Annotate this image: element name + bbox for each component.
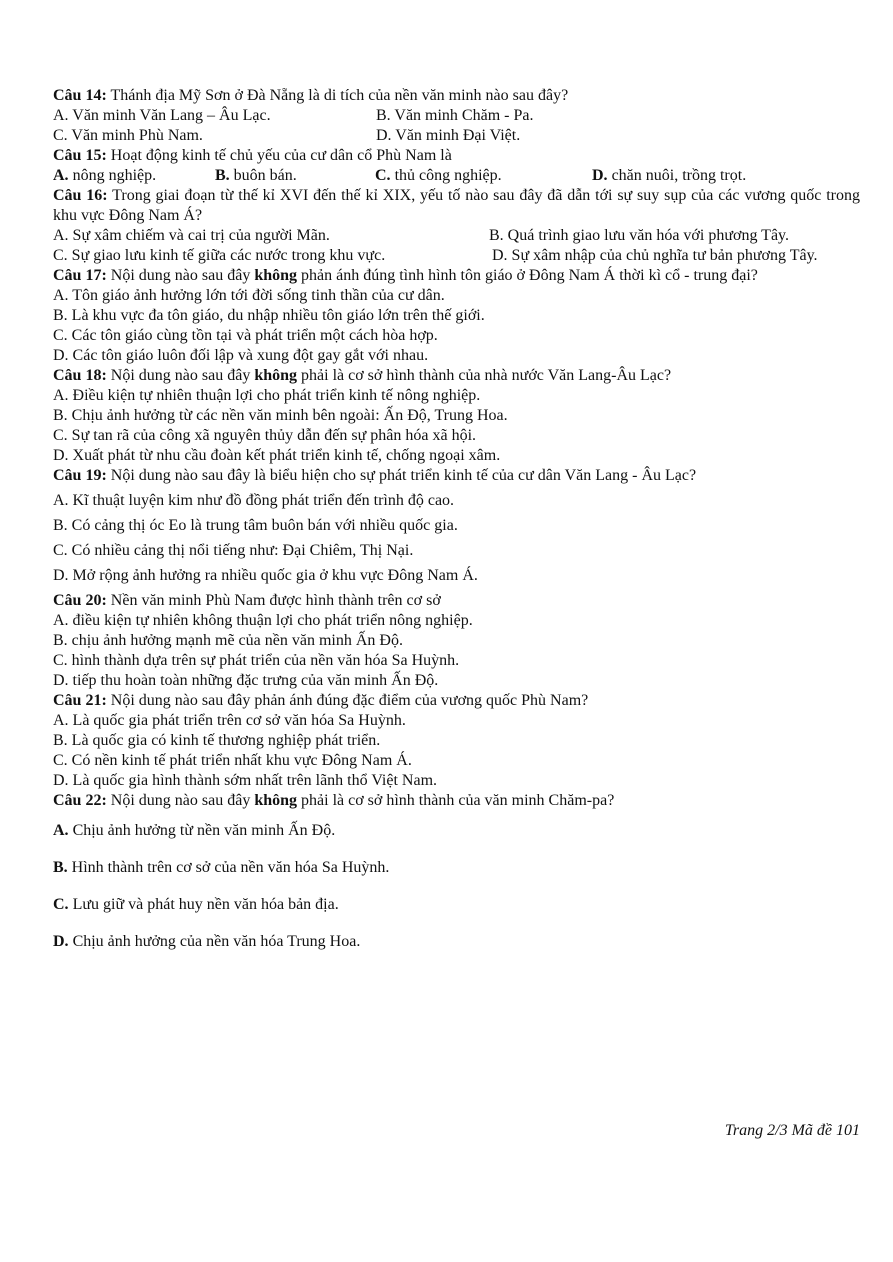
option-b: B. Quá trình giao lưu văn hóa với phương Tây. [489,227,789,244]
question-15 [53,146,860,186]
question-21 [53,691,860,791]
question-text: Nền văn minh Phù Nam được hình thành trên cơ sở [106,592,441,609]
option-d: D. Văn minh Đại Việt. [376,127,521,144]
question-number: Câu 21: [53,692,107,709]
option-d: D. Mở rộng ảnh hưởng ra nhiều quốc gia ở khu vực Đông Nam Á. [53,567,478,584]
option-b: B. Có cảng thị óc Eo là trung tâm buôn bán với nhiều quốc gia. [53,517,458,534]
option-c: C. Có nhiều cảng thị nổi tiếng như: Đại Chiêm, Thị Nại. [53,542,414,559]
option-c: C. thủ công nghiệp. [375,167,502,184]
question-number: Câu 22: [53,792,107,809]
question-number: Câu 14: [53,87,107,104]
page-footer: Trang 2/3 Mã đề 101 [724,1122,860,1139]
option-b: B. chịu ảnh hưởng mạnh mẽ của nền văn minh Ấn Độ. [53,632,403,649]
option-c: C. Sự giao lưu kinh tế giữa các nước trong khu vực. [53,247,386,264]
question-text: Hoạt động kinh tế chủ yếu của cư dân cổ Phù Nam là [106,147,452,164]
question-text: Nội dung nào sau đây phản ánh đúng đặc điểm của vương quốc Phù Nam? [106,692,589,709]
question-number: Câu 20: [53,592,107,609]
emphasis-not: không [254,367,298,384]
question-20 [53,591,860,691]
question-22: Câu 22: Nội dung nào sau đây không phải là cơ sở hình thành của văn minh Chăm-pa? A. Chịu ảnh hưởng từ nền văn minh Ấn Độ. B. Hình thành trên cơ sở của nền văn hóa Sa Huỳnh. C. Lưu giữ và phát huy nền văn hóa bản địa. D. Chịu ảnh hưởng của nền văn hóa Trung Hoa. [53,791,860,952]
option-c: C. Có nền kinh tế phát triển nhất khu vực Đông Nam Á. [53,752,412,769]
option-a: A. điều kiện tự nhiên không thuận lợi cho phát triển nông nghiệp. [53,612,473,629]
question-text: Thánh địa Mỹ Sơn ở Đà Nẵng là di tích của nền văn minh nào sau đây? [106,87,569,104]
question-17: Câu 17: Nội dung nào sau đây không phản ánh đúng tình hình tôn giáo ở Đông Nam Á thời kì cổ - trung đại? A. Tôn giáo ảnh hưởng lớn tới đời sống tinh thần của cư dân. B. Là khu vực đa tôn giáo, du nhập nhiều tôn giáo lớn trên thế giới. C. Các tôn giáo cùng tồn tại và phát triển một cách hòa hợp. D. Các tôn giáo luôn đối lập và xung đột gay gắt với nhau. [53,266,860,366]
option-a: A. nông nghiệp. [53,167,157,184]
question-number: Câu 17: [53,267,107,284]
emphasis-not: không [254,792,298,809]
question-18: Câu 18: Nội dung nào sau đây không phải là cơ sở hình thành của nhà nước Văn Lang-Âu Lạc? A. Điều kiện tự nhiên thuận lợi cho phát triển kinh tế nông nghiệp. B. Chịu ảnh hưởng từ các nền văn minh bên ngoài: Ấn Độ, Trung Hoa. C. Sự tan rã của công xã nguyên thủy dẫn đến sự phân hóa xã hội. D. Xuất phát từ nhu cầu đoàn kết phát triển kinh tế, chống ngoại xâm. [53,366,860,466]
option-c: C. Văn minh Phù Nam. [53,127,203,144]
option-a: A. Là quốc gia phát triển trên cơ sở văn hóa Sa Huỳnh. [53,712,406,729]
question-number: Câu 18: [53,367,107,384]
option-d: D. Là quốc gia hình thành sớm nhất trên lãnh thổ Việt Nam. [53,772,438,789]
option-c: C. hình thành dựa trên sự phát triển của nền văn hóa Sa Huỳnh. [53,652,460,669]
question-text: Trong giai đoạn từ thế kỉ XVI đến thế kỉ XIX, yếu tố nào sau đây đã dẫn tới sự suy sụp của các vương quốc trong khu vực Đông Nam Á? [53,187,861,224]
option-c: C. Lưu giữ và phát huy nền văn hóa bản địa. [53,896,339,913]
option-d: D. chăn nuôi, trồng trọt. [592,167,747,184]
option-b: B. Là quốc gia có kinh tế thương nghiệp phát triển. [53,732,381,749]
exam-page [53,86,860,969]
option-d: D. Xuất phát từ nhu cầu đoàn kết phát triển kinh tế, chống ngoại xâm. [53,447,501,464]
question-16 [53,186,860,266]
option-c: C. Các tôn giáo cùng tồn tại và phát triển một cách hòa hợp. [53,327,438,344]
option-d: D. Chịu ảnh hưởng của nền văn hóa Trung Hoa. [53,933,361,950]
option-d: D. Sự xâm nhập của chủ nghĩa tư bản phương Tây. [492,247,818,264]
option-a: A. Văn minh Văn Lang – Âu Lạc. [53,107,271,124]
option-a: A. Tôn giáo ảnh hưởng lớn tới đời sống tinh thần của cư dân. [53,287,445,304]
question-number: Câu 19: [53,467,107,484]
option-d: D. tiếp thu hoàn toàn những đặc trưng của văn minh Ấn Độ. [53,672,439,689]
question-19 [53,466,860,586]
option-b: B. buôn bán. [215,167,297,184]
option-a: A. Điều kiện tự nhiên thuận lợi cho phát triển kinh tế nông nghiệp. [53,387,481,404]
question-text: Nội dung nào sau đây là biểu hiện cho sự phát triển kinh tế của cư dân Văn Lang - Âu Lạc? [106,467,697,484]
option-d: D. Các tôn giáo luôn đối lập và xung đột gay gắt với nhau. [53,347,429,364]
option-b: B. Chịu ảnh hưởng từ các nền văn minh bên ngoài: Ấn Độ, Trung Hoa. [53,407,508,424]
question-number: Câu 15: [53,147,107,164]
option-b: B. Hình thành trên cơ sở của nền văn hóa Sa Huỳnh. [53,859,390,876]
option-a: A. Kĩ thuật luyện kim như đồ đồng phát triển đến trình độ cao. [53,492,455,509]
option-a: A. Sự xâm chiếm và cai trị của người Mãn. [53,227,330,244]
option-b: B. Văn minh Chăm - Pa. [376,107,534,124]
option-b: B. Là khu vực đa tôn giáo, du nhập nhiều tôn giáo lớn trên thế giới. [53,307,485,324]
option-a: A. Chịu ảnh hưởng từ nền văn minh Ấn Độ. [53,822,336,839]
question-14 [53,86,860,146]
question-number: Câu 16: [53,187,108,204]
emphasis-not: không [254,267,298,284]
option-c: C. Sự tan rã của công xã nguyên thủy dẫn đến sự phân hóa xã hội. [53,427,477,444]
